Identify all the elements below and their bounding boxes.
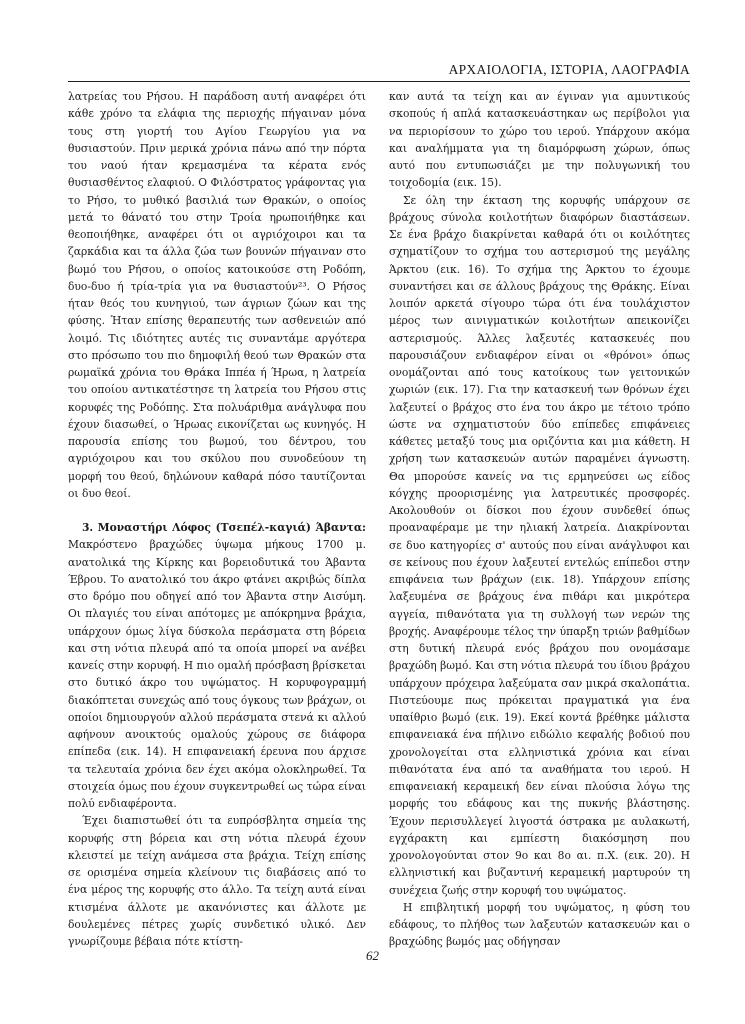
page-number: 62 [366, 948, 379, 963]
paragraph: καν αυτά τα τείχη και αν έγιναν για αμυντικούς σκοπούς ή απλά κατασκευάστηκαν ως περίβολοι για να περιορίσουν το χώρο του ιερού. Υπάρχουν ακόμα και αναλήμματα για τη διαμόρφωση χώρων, όπως αυτό που εντυπωσιάζει με την πολυγωνική του τοιχοδομία (εικ. 15). [389, 90, 690, 190]
paragraph: Σε όλη την έκταση της κορυφής υπάρχουν σε βράχους σύνολα κοιλοτήτων διαφόρων διαστάσεων. Σε ένα βράχο διακρίνεται καθαρά ότι οι κοιλότητες σχηματίζουν το σχήμα του αστερισμού της μεγάλης Άρκτου (εικ. 16). Το σχήμα της Άρκτου το έχουμε συναντήσει και σε άλλους βράχους της Θράκης. Είναι λοιπόν αρκετά σίγουρο τώρα ότι ένα τουλάχιστον μέρος των αινιγματικών κοιλοτήτων απεικονίζει αστερισμούς. Άλλες λαξευτές κατασκευές που παρουσιάζουν ενδιαφέρον είναι οι «θρόνοι» όπως ονομάζονται από τους κατοίκους των γειτονικών χωριών (εικ. 17). Για την κατασκευή των θρόνων έχει λαξευτεί ο βράχος στο ένα του άκρο με τέτοιο τρόπο ώστε να σχηματιστούν δύο επίπεδες επιφάνειες κάθετες μεταξύ τους μια οριζόντια και μια κάθετη. Η χρήση των κατασκευών αυτών παραμένει άγνωστη. Θα μπορούσε κανείς να τις ερμηνεύσει ως είδος κόγχης προορισμένης για λατρευτικές προσφορές. Ακολουθούν οι δίσκοι που έχουν συνδεθεί όπως προαναφέραμε με την ηλιακή λατρεία. Διακρίνονται σε δυο κατηγορίες σ' αυτούς που είναι ανάγλυφοι και σε κείνους που έχουν λαξευτεί εντελώς επίπεδοι στην επιφάνεια των βράχων (εικ. 18). Υπάρχουν επίσης λαξευμένα σε βράχους ένα πιθάρι και μικρότερα αγγεία, πιθανότατα για τη συλλογή των νερών της βροχής. Αναφέρουμε τέλος την ύπαρξη τριών βαθμίδων στη δυτική πλευρά ενός βράχου που ονομάσαμε βραχώδη βωμό. Και στη νότια πλευρά του ίδιου βράχου υπάρχουν πρόχειρα λαξεύματα σαν μικρά σκαλοπάτια. Πιστεύουμε πως πρόκειται πραγματικά για ένα υπαίθριο βωμό (εικ. 19). Εκεί κοντά βρέθηκε μάλιστα επιφανειακά ένα πήλινο ειδώλιο κεφαλής βοδιού που χρονολογείται στα ελληνιστικά χρόνια και είναι πιθανότατα ένα από τα αναθήματα του ιερού. Η επιφανειακή κεραμεική δεν είναι πλούσια λόγω της μορφής του εδάφους και της πυκνής βλάστησης. Έχουν περισυλλεγεί λιγοστά όστρακα με αυλακωτή, εγχάρακτη και εμπίεστη διακόσμηση που χρονολογούνται στον 9ο και 8ο αι. π.Χ. (εικ. 20). Η ελληνιστική και βυζαντινή κεραμεική μαρτυρούν τη συνέχεια ζωής στην κορυφή του υψώματος. [389, 193, 690, 897]
section-body: Μακρόστενο βραχώδες ύψωμα μήκους 1700 μ. ανατολικά της Κίρκης και βορειοδυτικά του Άβαντα Έβρου. Το ανατολικό του άκρο φτάνει ακριβώς δίπλα στο δρόμο που οδηγεί από τον Άβαντα στην Αισύμη. Οι πλαγιές του είναι απότομες με απόκρημνα βράχια, υπάρχουν όμως λίγα δύσκολα περάσματα στη βόρεια και στη νότια πλευρά από τα οποία μπορεί να ανέβει κανείς στην κορυφή. Η πιο ομαλή πρόσβαση βρίσκεται στο δυτικό άκρο του υψώματος. Η κορυφογραμμή διακόπτεται συνεχώς από τους όγκους των βράχων, οι οποίοι δημιουργούν αλλού περάσματα στενά κι αλλού αφήνουν ανοικτούς ομαλούς χώρους σε διάφορα επίπεδα (εικ. 14). Η επιφανειακή έρευνα που άρχισε τα τελευταία χρόνια δεν έχει ακόμα ολοκληρωθεί. Τα στοιχεία όμως που έχουν συγκεντρωθεί ως τώρα είναι πολύ ενδιαφέροντα. [68, 538, 366, 810]
paragraph: λατρείας του Ρήσου. Η παράδοση αυτή αναφέρει ότι κάθε χρόνο τα ελάφια της περιοχής πήγαιναν μόνα τους στη γιορτή του Αγίου Γεωργίου για να θυσιαστούν. Πριν μερικά χρόνια πάνω από την πόρτα του ναού ήταν κρεμασμένα τα κέρατα ενός θυσιασθέντος ελαφιού. Ο Φιλόστρατος γράφοντας για το Ρήσο, το μυθικό βασιλιά των Θρακών, ο οποίος μετά το θάνατό του στην Τροία ηρωποιήθηκε και θεοποιήθηκε, αναφέρει ότι οι αγριόχοιροι και τα ζαρκάδια και τα άλλα ζώα των βουνών πήγαιναν στο βωμό του Ρήσου, ο οποίος κατοικούσε στη Ροδόπη, δυο-δυο ή τρία-τρία για να θυσιαστούν²³. Ο Ρήσος ήταν θεός του κυνηγιού, των άγριων ζώων και της φύσης. Ήταν επίσης θεραπευτής των ασθενειών από λοιμό. Τις ιδιότητες αυτές τις συναντάμε αργότερα στο πρόσωπο του πιο δημοφιλή θεού των Θρακών στα ρωμαϊκά χρόνια του Θράκα Ιππέα ή Ήρωα, η λατρεία του οποίου αντικατέστησε τη λατρεία του Ρήσου στις κορυφές της Ροδόπης. Στα πολυάριθμα ανάγλυφα που έχουν διασωθεί, ο Ήρωας εικονίζεται ως κυνηγός. Η παρουσία επίσης του βωμού, του δέντρου, του αγριόχοιρου και του σκύλου που συνοδεύουν τη μορφή του θεού, δηλώνουν καθαρά πόσο ταυτίζονται οι δυο θεοί. [68, 90, 366, 500]
right-column [389, 88, 690, 949]
running-header: ΑΡΧΑΙΟΛΟΓΙΑ, ΙΣΤΟΡΙΑ, ΛΑΟΓΡΑΦΙΑ [448, 62, 690, 77]
paragraph: Έχει διαπιστωθεί ότι τα ευπρόσβλητα σημεία της κορυφής στη βόρεια και στη νότια πλευρά έχουν κλειστεί με τείχη ανάμεσα στα βράχια. Τείχη επίσης σε ορισμένα σημεία κλείνουν τις διαβάσεις από το ένα μέρος της κορυφής στο άλλο. Τα τείχη αυτά είναι κτισμένα άλλοτε με ακανόνιστες και άλλοτε με δουλεμένες πέτρες χωρίς συνδετικό υλικό. Δεν γνωρίζουμε βέβαια πότε κτίστη- [68, 814, 366, 948]
section-spacer [68, 502, 366, 519]
left-column [68, 88, 366, 948]
header-rule [68, 81, 690, 82]
section-heading: 3. Μοναστήρι Λόφος (Τσεπέλ-καγιά) Άβαντα: [82, 521, 366, 534]
section-paragraph [68, 519, 366, 812]
paragraph: Η επιβλητική μορφή του υψώματος, η φύση του εδάφους, το πλήθος των λαξευτών κατασκευών και ο βραχώδης βωμός μας οδήγησαν [389, 900, 690, 949]
